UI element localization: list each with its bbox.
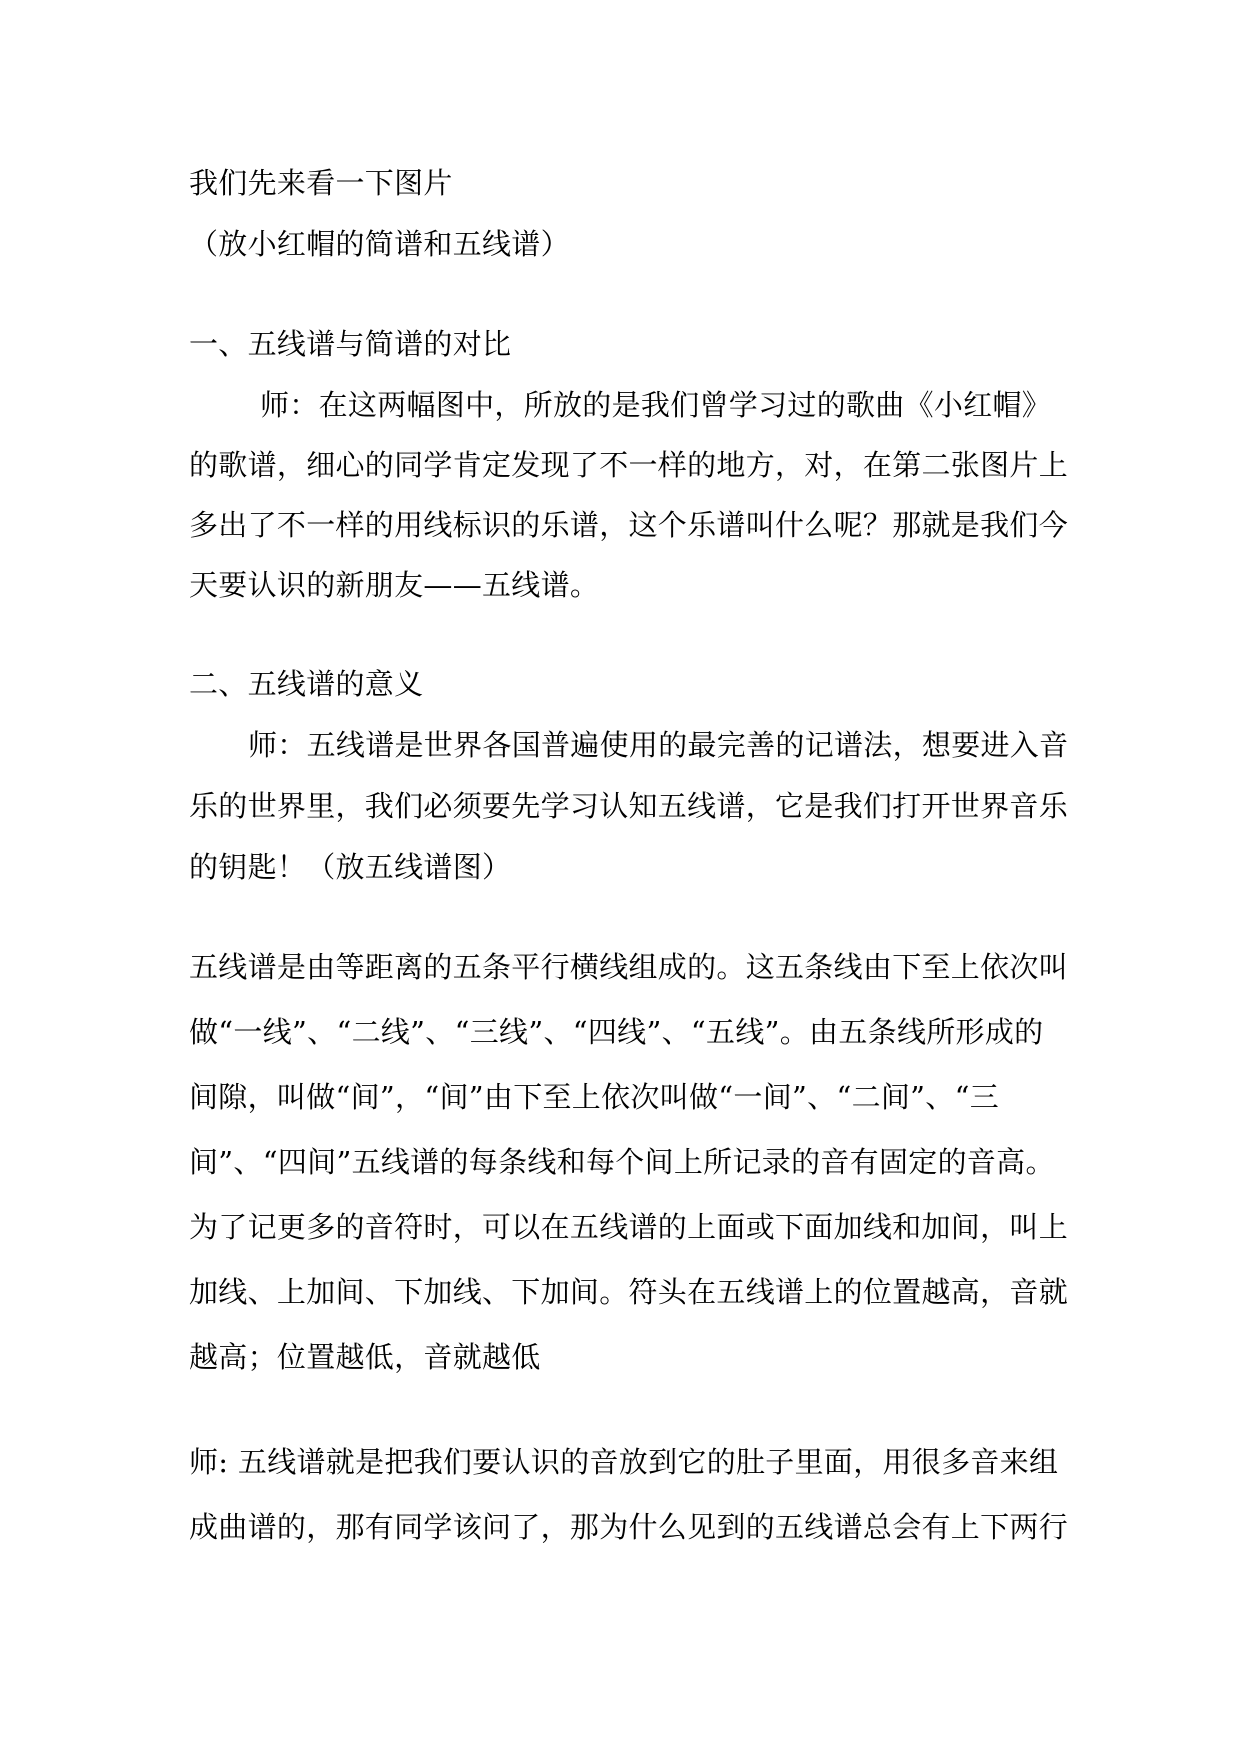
section-heading-1: 一、五线谱与简谱的对比	[189, 327, 512, 361]
section-heading-2: 二、五线谱的意义	[189, 667, 424, 701]
paragraph-line: 师：在这两幅图中，所放的是我们曾学习过的歌曲《小红帽》	[260, 388, 1052, 422]
intro-line: 我们先来看一下图片	[189, 166, 453, 200]
paragraph-line: 多出了不一样的用线标识的乐谱，这个乐谱叫什么呢？那就是我们今	[189, 508, 1069, 542]
paragraph-line: 做“一线”、“二线”、“三线”、“四线”、“五线”。由五条线所形成的	[189, 1015, 1044, 1049]
paragraph-line: 越高；位置越低，音就越低	[189, 1340, 541, 1374]
paragraph-line: 师: 五线谱就是把我们要认识的音放到它的肚子里面，用很多音来组	[189, 1445, 1059, 1479]
paragraph-line: 加线、上加间、下加线、下加间。符头在五线谱上的位置越高，音就	[189, 1275, 1069, 1309]
paragraph-line: 成曲谱的，那有同学该问了，那为什么见到的五线谱总会有上下两行	[189, 1510, 1069, 1544]
paragraph-line: 的钥匙！（放五线谱图）	[189, 850, 512, 884]
paragraph-line: 为了记更多的音符时，可以在五线谱的上面或下面加线和加间，叫上	[189, 1210, 1069, 1244]
paragraph-line: 的歌谱，细心的同学肯定发现了不一样的地方，对，在第二张图片上	[189, 448, 1069, 482]
paragraph-line: 乐的世界里，我们必须要先学习认知五线谱，它是我们打开世界音乐	[189, 789, 1069, 823]
paragraph-line: 师：五线谱是世界各国普遍使用的最完善的记谱法，想要进入音	[248, 728, 1069, 762]
intro-note-line: （放小红帽的简谱和五线谱）	[189, 227, 570, 261]
paragraph-line: 间”、“四间”五线谱的每条线和每个间上所记录的音有固定的音高。	[189, 1145, 1055, 1179]
paragraph-line: 天要认识的新朋友——五线谱。	[189, 568, 600, 602]
paragraph-line: 五线谱是由等距离的五条平行横线组成的。这五条线由下至上依次叫	[189, 950, 1069, 984]
paragraph-line: 间隙，叫做“间”，“间”由下至上依次叫做“一间”、“二间”、“三	[189, 1080, 1000, 1114]
